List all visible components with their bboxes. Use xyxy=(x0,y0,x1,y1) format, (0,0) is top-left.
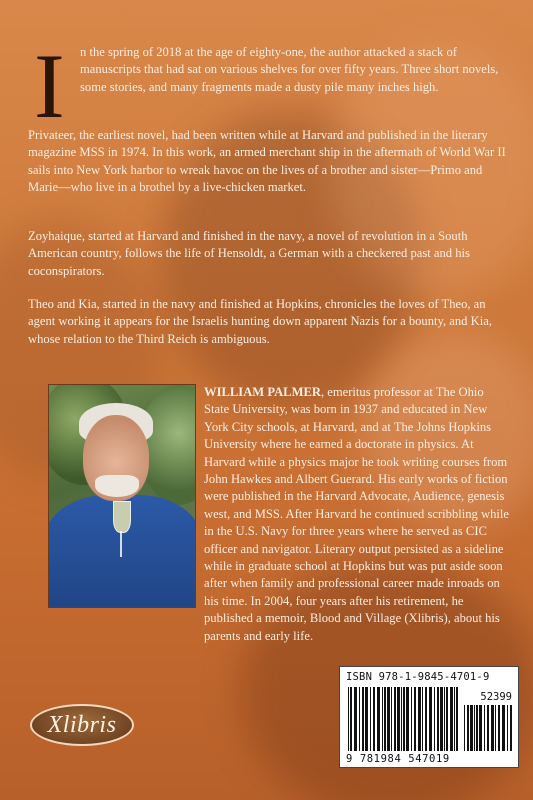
barcode-bar xyxy=(434,687,435,751)
wine-glass-icon xyxy=(113,501,131,533)
isbn-label: ISBN 978-1-9845-4701-9 xyxy=(346,671,490,683)
barcode-bar xyxy=(507,705,508,751)
barcode-bar xyxy=(495,705,496,751)
barcode-bar xyxy=(444,687,445,751)
barcode-bar xyxy=(354,687,357,751)
blurb-paragraph-2: Privateer, the earliest novel, had been written while at Harvard and published in the literary magazine MSS in 1974. In this work, an armed merchant ship in the aftermath of World War II sails into New York harbor to wreak havoc on the lives of a brother and sister—Primo and Marie—who live in a brothel by a live-chicken market. xyxy=(28,128,506,195)
author-photo xyxy=(48,384,196,608)
barcode-bar xyxy=(348,687,349,751)
barcode-bar xyxy=(446,687,448,751)
isbn-barcode xyxy=(339,666,519,768)
photo-beard xyxy=(95,475,139,497)
barcode-bar xyxy=(476,705,478,751)
price-code: 52399 xyxy=(480,691,512,703)
barcode-bar xyxy=(391,687,392,751)
barcode-bar xyxy=(359,687,360,751)
barcode-bar xyxy=(454,687,455,751)
blurb-paragraph-4: Theo and Kia, started in the navy and finished at Hopkins, chronicles the loves of Theo, an agent working it appears for the Israelis hunting down apparent Nazis for a bounty, and Kia, whose relation to the Third Reich is ambiguous. xyxy=(28,297,492,346)
barcode-bar xyxy=(470,705,473,751)
barcode-bar xyxy=(437,687,439,751)
barcode-bar xyxy=(487,705,489,751)
barcode-bar xyxy=(350,687,352,751)
barcode-bar xyxy=(384,687,386,751)
barcode-bar xyxy=(425,687,427,751)
barcode-bar xyxy=(502,705,505,751)
barcode-bar xyxy=(387,687,390,751)
publisher-logo xyxy=(30,704,134,746)
barcode-bar xyxy=(397,687,400,751)
barcode-bar xyxy=(484,705,485,751)
addon-barcode-bars xyxy=(464,705,512,751)
barcode-bar xyxy=(464,705,465,751)
barcode-bar xyxy=(362,687,364,751)
author-bio-text: , emeritus professor at The Ohio State University, was born in 1937 and educated in New York City schools, at Harvard, and at The Johns Hopkins University where he earned a doctorate in physics. At Harvard while a physics major he took writing courses from John Hawkes and Albert Guerard. His early works of fiction were published in the Harvard Advocate, Audience, genesis west, and MSS. After Harvard he continued scribbling while in the U.S. Navy for three years where he served as CIC officer and navigator. Literary output persisted as a sideline while in graduate school at Hopkins but was put aside soon after when family and professional career made inroads on his time. In 2004, four years after his retirement, he published a memoir, Blood and Village (Xlibris), about his parents and early life. xyxy=(204,385,509,643)
barcode-bar xyxy=(382,687,383,751)
publisher-logo-text: Xlibris xyxy=(47,711,117,738)
blurb-paragraph-1: n the spring of 2018 at the age of eighty-one, the author attacked a stack of manuscripts that had sat on various shelves for over fifty years. Three short novels, some stories, and many fragments made a dusty pile many inches high. xyxy=(80,45,499,94)
barcode-bar xyxy=(406,687,409,751)
drop-cap: I xyxy=(34,35,65,137)
barcode-bar xyxy=(467,705,469,751)
barcode-bar xyxy=(370,687,371,751)
barcode-bar xyxy=(440,687,443,751)
barcode-bar xyxy=(414,687,416,751)
barcode-bar xyxy=(474,705,475,751)
barcode-bar xyxy=(429,687,432,751)
barcode-bar xyxy=(498,705,500,751)
author-bio xyxy=(204,384,510,645)
barcode-bar xyxy=(450,687,453,751)
barcode-bar xyxy=(401,687,402,751)
author-name: WILLIAM PALMER xyxy=(204,385,321,399)
barcode-bar xyxy=(377,687,380,751)
barcode-bar xyxy=(491,705,494,751)
barcode-bar xyxy=(394,687,396,751)
barcode-bar xyxy=(403,687,405,751)
barcode-bar xyxy=(422,687,423,751)
barcode-bar xyxy=(373,687,375,751)
barcode-number: 9 781984 547019 xyxy=(346,753,450,765)
ean-barcode-bars xyxy=(348,687,458,751)
wine-glass-stem xyxy=(120,531,122,557)
barcode-bar xyxy=(418,687,421,751)
barcode-bar xyxy=(479,705,482,751)
barcode-bar xyxy=(411,687,412,751)
barcode-bar xyxy=(456,687,458,751)
barcode-bar xyxy=(510,705,512,751)
barcode-bar xyxy=(365,687,368,751)
blurb-paragraph-3: Zoyhaique, started at Harvard and finished in the navy, a novel of revolution in a South American country, follows the life of Hensoldt, a German with a checkered past and his coconspirators. xyxy=(28,229,470,278)
